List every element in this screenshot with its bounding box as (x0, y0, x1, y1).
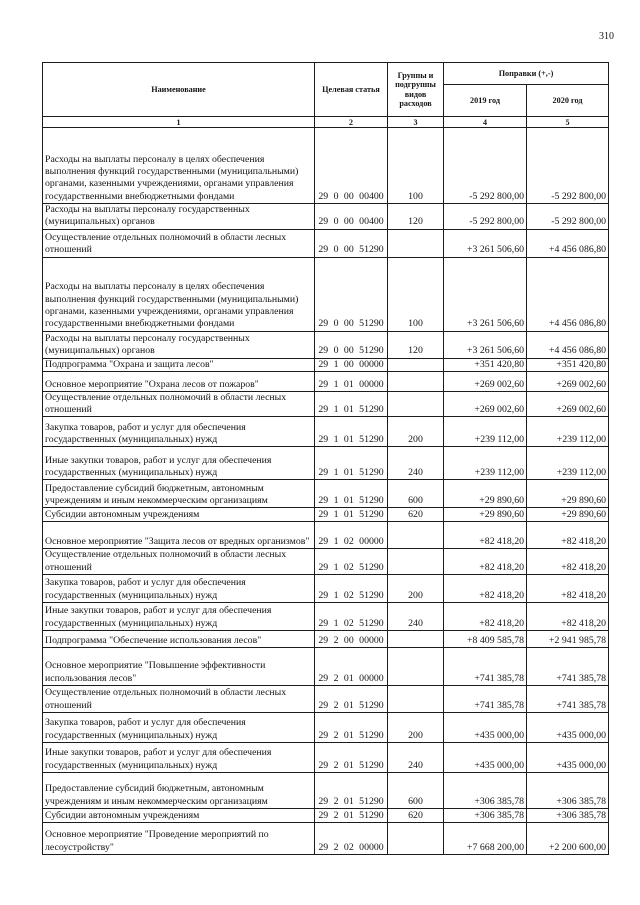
cell-name (43, 522, 315, 549)
cell-name (43, 204, 315, 230)
cell-expense-group: 240 (388, 743, 444, 773)
cell-target-article: 29 2 01 51290 (315, 686, 388, 713)
cell-expense-group: 200 (388, 575, 444, 603)
cell-name (43, 371, 315, 391)
cell-expense-group: 600 (388, 480, 444, 508)
column-number: 4 (444, 117, 527, 128)
cell-amount-2019: +741 385,78 (444, 686, 527, 713)
cell-expense-group: 120 (388, 331, 444, 358)
table-row (43, 631, 609, 648)
cell-target-article: 29 2 01 51290 (315, 809, 388, 823)
cell-expense-group: 240 (388, 603, 444, 631)
column-number: 2 (315, 117, 388, 128)
cell-amount-2020: +306 385,78 (527, 809, 609, 823)
cell-target-article: 29 1 01 51290 (315, 447, 388, 480)
column-number: 3 (388, 117, 444, 128)
name-line: Закупка товаров, работ и услуг для обеспечения (45, 421, 246, 433)
cell-expense-group (388, 648, 444, 686)
name-line: государственных (муниципальных) нужд (45, 434, 218, 446)
cell-amount-2019: +7 668 200,00 (444, 823, 527, 855)
cell-expense-group (388, 229, 444, 257)
cell-amount-2020: +4 456 086,80 (527, 257, 609, 331)
cell-name (43, 809, 315, 823)
cell-amount-2019: +82 418,20 (444, 549, 527, 575)
cell-target-article: 29 2 01 51290 (315, 743, 388, 773)
name-line: Иные закупки товаров, работ и услуг для обеспечения (45, 605, 272, 617)
cell-name (43, 773, 315, 809)
name-line: (муниципальных) органов (45, 345, 155, 357)
table-row (43, 480, 609, 508)
cell-amount-2020: +82 418,20 (527, 549, 609, 575)
header-row (43, 63, 609, 85)
table-row (43, 603, 609, 631)
cell-target-article: 29 0 00 00400 (315, 204, 388, 230)
cell-expense-group: 100 (388, 257, 444, 331)
cell-amount-2019: +269 002,60 (444, 391, 527, 417)
table-row (43, 823, 609, 855)
table-row (43, 204, 609, 230)
cell-expense-group: 200 (388, 417, 444, 447)
cell-amount-2019: +82 418,20 (444, 522, 527, 549)
name-line: государственных (муниципальных) нужд (45, 589, 218, 601)
table-row (43, 809, 609, 823)
cell-amount-2020: +82 418,20 (527, 575, 609, 603)
table-row (43, 257, 609, 331)
cell-expense-group: 240 (388, 447, 444, 480)
name-line: отношений (45, 561, 92, 573)
name-line: (муниципальных) органов (45, 216, 155, 228)
cell-name (43, 508, 315, 522)
table-row (43, 648, 609, 686)
table-row (43, 575, 609, 603)
name-line: учреждениям и иным некоммерческим организациям (45, 495, 268, 507)
cell-expense-group (388, 358, 444, 371)
header-line: Группы и (397, 70, 434, 80)
cell-target-article: 29 1 02 00000 (315, 522, 388, 549)
cell-target-article: 29 1 01 51290 (315, 480, 388, 508)
header-expense-group (388, 63, 444, 117)
cell-expense-group (388, 823, 444, 855)
cell-expense-group: 620 (388, 809, 444, 823)
cell-amount-2020: +435 000,00 (527, 713, 609, 743)
cell-name (43, 713, 315, 743)
name-line: Иные закупки товаров, работ и услуг для обеспечения (45, 454, 272, 466)
name-line: выполнения функций государственными (муниципальными) (45, 166, 299, 178)
cell-amount-2020: +269 002,60 (527, 371, 609, 391)
cell-name (43, 128, 315, 204)
cell-amount-2019: +435 000,00 (444, 743, 527, 773)
cell-amount-2019: +3 261 506,60 (444, 331, 527, 358)
name-line: Расходы на выплаты персоналу в целях обеспечения (45, 153, 265, 165)
cell-name (43, 631, 315, 648)
cell-amount-2020: +4 456 086,80 (527, 331, 609, 358)
name-line: выполнения функций государственными (муниципальными) (45, 293, 299, 305)
cell-name (43, 358, 315, 371)
cell-amount-2019: +29 890,60 (444, 480, 527, 508)
cell-expense-group: 600 (388, 773, 444, 809)
name-line: органами, казенными учреждениями, органами управления (45, 178, 294, 190)
cell-target-article: 29 1 01 00000 (315, 371, 388, 391)
cell-amount-2019: +3 261 506,60 (444, 257, 527, 331)
cell-target-article: 29 1 02 51290 (315, 575, 388, 603)
cell-expense-group (388, 549, 444, 575)
header-line: подгруппы (395, 80, 436, 89)
cell-target-article: 29 0 00 51290 (315, 257, 388, 331)
cell-amount-2019: +239 112,00 (444, 447, 527, 480)
name-line: государственных (муниципальных) нужд (45, 617, 218, 629)
cell-amount-2020: +2 941 985,78 (527, 631, 609, 648)
cell-expense-group (388, 631, 444, 648)
page-number: 310 (599, 31, 614, 42)
cell-amount-2019: +82 418,20 (444, 575, 527, 603)
cell-target-article: 29 2 00 00000 (315, 631, 388, 648)
cell-target-article: 29 1 00 00000 (315, 358, 388, 371)
cell-expense-group (388, 371, 444, 391)
header-year-2019: 2019 год (444, 85, 527, 117)
table-row (43, 371, 609, 391)
cell-target-article: 29 1 01 51290 (315, 508, 388, 522)
cell-target-article: 29 1 02 51290 (315, 603, 388, 631)
cell-name (43, 823, 315, 855)
cell-name (43, 447, 315, 480)
name-line: Иные закупки товаров, работ и услуг для обеспечения (45, 747, 272, 759)
cell-amount-2019: +269 002,60 (444, 371, 527, 391)
table-row (43, 391, 609, 417)
name-line: отношений (45, 699, 92, 711)
table-row (43, 743, 609, 773)
cell-expense-group: 120 (388, 204, 444, 230)
name-line: Осуществление отдельных полномочий в области лесных (45, 687, 287, 699)
name-line: отношений (45, 404, 92, 416)
table-row (43, 508, 609, 522)
cell-amount-2019: +306 385,78 (444, 809, 527, 823)
cell-amount-2020: +29 890,60 (527, 480, 609, 508)
cell-expense-group (388, 522, 444, 549)
name-line: Предоставление субсидий бюджетным, автономным (45, 482, 264, 494)
table-row (43, 229, 609, 257)
column-number-row (43, 117, 609, 128)
name-line: Предоставление субсидий бюджетным, автономным (45, 783, 264, 795)
name-line: Субсидии автономным учреждениям (45, 809, 200, 821)
cell-target-article: 29 0 00 51290 (315, 229, 388, 257)
table-row (43, 773, 609, 809)
cell-name (43, 417, 315, 447)
table-row (43, 447, 609, 480)
header-amendments: Поправки (+,-) (444, 63, 609, 85)
name-line: учреждениям и иным некоммерческим организациям (45, 795, 268, 807)
cell-amount-2020: +435 000,00 (527, 743, 609, 773)
name-line: Расходы на выплаты персоналу государственных (45, 204, 250, 215)
header-year-2020: 2020 год (527, 85, 609, 117)
name-line: Субсидии автономным учреждениям (45, 509, 200, 521)
cell-name (43, 480, 315, 508)
cell-target-article: 29 1 01 51290 (315, 391, 388, 417)
cell-name (43, 575, 315, 603)
header-target-article: Целевая статья (315, 63, 388, 117)
name-line: органами, казенными учреждениями, органами управления (45, 306, 294, 317)
table-row (43, 549, 609, 575)
cell-amount-2020: +82 418,20 (527, 522, 609, 549)
cell-target-article: 29 0 00 00400 (315, 128, 388, 204)
name-line: лесоустройству" (45, 841, 114, 853)
cell-name (43, 743, 315, 773)
cell-name (43, 229, 315, 257)
cell-target-article: 29 0 00 51290 (315, 331, 388, 358)
cell-name (43, 257, 315, 331)
cell-amount-2020: +306 385,78 (527, 773, 609, 809)
cell-name (43, 603, 315, 631)
cell-target-article: 29 1 01 51290 (315, 417, 388, 447)
header-name: Наименование (43, 63, 315, 117)
cell-amount-2020: +741 385,78 (527, 648, 609, 686)
name-line: Осуществление отдельных полномочий в области лесных (45, 549, 287, 561)
name-line: Основное мероприятие "Защита лесов от вредных организмов" (45, 536, 310, 548)
name-line: Основное мероприятие "Повышение эффективности (45, 660, 266, 672)
cell-expense-group (388, 686, 444, 713)
cell-amount-2020: +239 112,00 (527, 447, 609, 480)
name-line: Осуществление отдельных полномочий в области лесных (45, 232, 287, 243)
name-line: Осуществление отдельных полномочий в области лесных (45, 391, 287, 403)
cell-amount-2020: +82 418,20 (527, 603, 609, 631)
cell-amount-2019: +741 385,78 (444, 648, 527, 686)
cell-name (43, 686, 315, 713)
cell-amount-2019: +8 409 585,78 (444, 631, 527, 648)
cell-amount-2020: +2 200 600,00 (527, 823, 609, 855)
column-number: 1 (43, 117, 315, 128)
header-line: расходов (399, 99, 432, 108)
cell-amount-2019: +435 000,00 (444, 713, 527, 743)
cell-amount-2019: +29 890,60 (444, 508, 527, 522)
name-line: Подпрограмма "Обеспечение использования лесов" (45, 634, 262, 646)
name-line: Основное мероприятие "Проведение мероприятий по (45, 829, 269, 841)
cell-name (43, 331, 315, 358)
cell-amount-2019: -5 292 800,00 (444, 128, 527, 204)
cell-amount-2020: +4 456 086,80 (527, 229, 609, 257)
table-row (43, 358, 609, 371)
table-row (43, 522, 609, 549)
name-line: использования лесов" (45, 672, 137, 684)
cell-amount-2019: -5 292 800,00 (444, 204, 527, 230)
cell-name (43, 648, 315, 686)
cell-expense-group (388, 391, 444, 417)
cell-amount-2020: +239 112,00 (527, 417, 609, 447)
cell-target-article: 29 2 02 00000 (315, 823, 388, 855)
cell-amount-2020: -5 292 800,00 (527, 128, 609, 204)
cell-target-article: 29 2 01 51290 (315, 773, 388, 809)
name-line: Подпрограмма "Охрана и защита лесов" (45, 358, 214, 370)
table-row (43, 713, 609, 743)
cell-amount-2019: +351 420,80 (444, 358, 527, 371)
cell-expense-group: 200 (388, 713, 444, 743)
cell-amount-2019: +239 112,00 (444, 417, 527, 447)
name-line: государственными внебюджетными фондами (45, 190, 235, 202)
cell-target-article: 29 2 01 00000 (315, 648, 388, 686)
cell-name (43, 391, 315, 417)
table-row (43, 686, 609, 713)
table-row (43, 417, 609, 447)
name-line: Основное мероприятие "Охрана лесов от пожаров" (45, 378, 259, 390)
cell-amount-2019: +3 261 506,60 (444, 229, 527, 257)
cell-expense-group: 100 (388, 128, 444, 204)
budget-amendments-table (42, 62, 609, 855)
cell-target-article: 29 2 01 51290 (315, 713, 388, 743)
cell-target-article: 29 1 02 51290 (315, 549, 388, 575)
column-number: 5 (527, 117, 609, 128)
cell-name (43, 549, 315, 575)
cell-amount-2020: +741 385,78 (527, 686, 609, 713)
cell-amount-2020: +29 890,60 (527, 508, 609, 522)
cell-amount-2019: +306 385,78 (444, 773, 527, 809)
name-line: государственных (муниципальных) нужд (45, 759, 218, 771)
name-line: государственных (муниципальных) нужд (45, 729, 218, 741)
cell-amount-2020: -5 292 800,00 (527, 204, 609, 230)
name-line: государственных (муниципальных) нужд (45, 467, 218, 479)
table-row (43, 128, 609, 204)
name-line: государственными внебюджетными фондами (45, 318, 235, 330)
cell-amount-2020: +269 002,60 (527, 391, 609, 417)
header-line: видов (404, 89, 427, 99)
name-line: отношений (45, 244, 92, 256)
cell-amount-2019: +82 418,20 (444, 603, 527, 631)
name-line: Закупка товаров, работ и услуг для обеспечения (45, 717, 246, 729)
name-line: Расходы на выплаты персоналу в целях обеспечения (45, 281, 265, 293)
cell-amount-2020: +351 420,80 (527, 358, 609, 371)
table-row (43, 331, 609, 358)
name-line: Закупка товаров, работ и услуг для обеспечения (45, 577, 246, 589)
name-line: Расходы на выплаты персоналу государственных (45, 333, 250, 344)
cell-expense-group: 620 (388, 508, 444, 522)
